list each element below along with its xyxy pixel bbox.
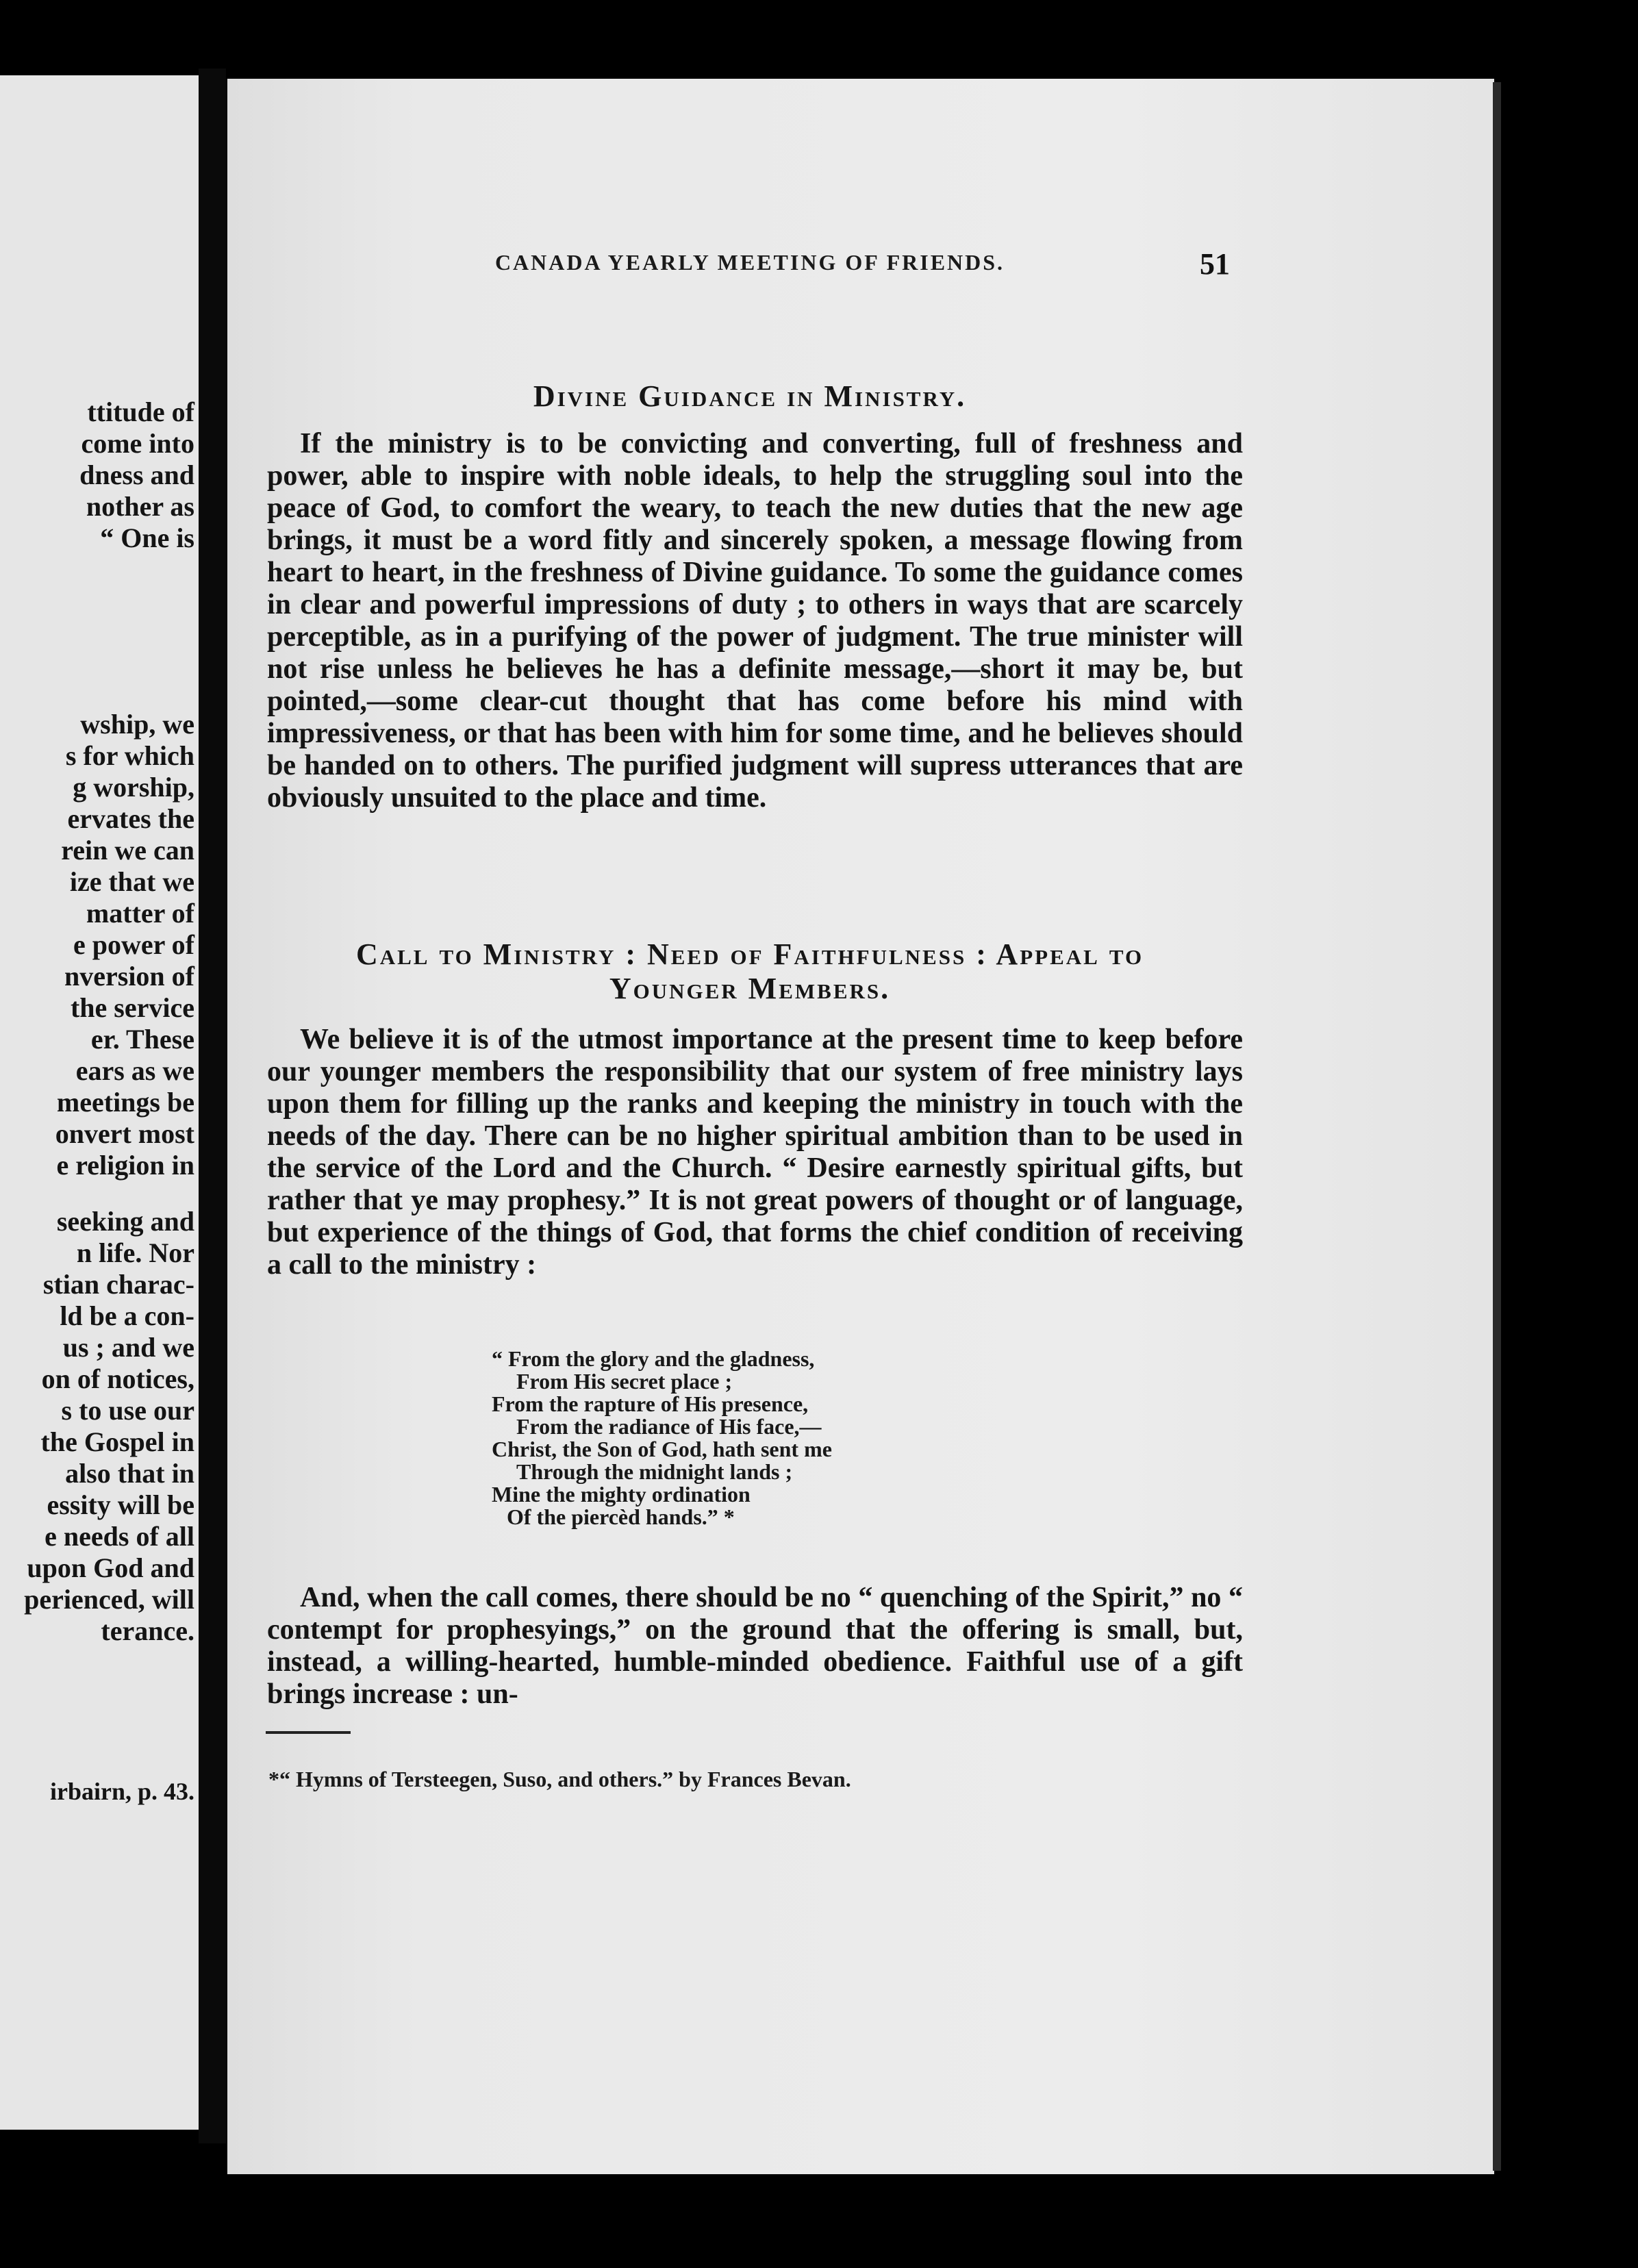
left-line: the Gospel in	[40, 1426, 194, 1457]
running-title: CANADA YEARLY MEETING OF FRIENDS.	[494, 250, 1005, 275]
poem-line: “ From the glory and the gladness,	[492, 1346, 815, 1371]
left-line: us ; and we	[62, 1332, 194, 1363]
left-line: on of notices,	[41, 1363, 194, 1394]
left-line: wship, we	[80, 709, 194, 740]
left-line: matter of	[86, 898, 194, 929]
left-line: onvert most	[55, 1118, 194, 1149]
left-line: n life. Nor	[76, 1237, 194, 1268]
left-line: the service	[70, 992, 194, 1023]
poem-line: Of the piercèd hands.” *	[507, 1504, 735, 1529]
left-line: come into	[81, 428, 194, 459]
left-line: terance.	[101, 1615, 194, 1646]
paragraph-quenching-spirit	[267, 1582, 1243, 1711]
left-line: s for which	[65, 740, 194, 771]
poem-line: Christ, the Son of God, hath sent me	[492, 1437, 832, 1461]
paragraph-divine-guidance	[267, 428, 1243, 814]
section-heading-divine-guidance: Divine Guidance in Ministry.	[533, 379, 967, 413]
poem-line: From the radiance of His face,—	[516, 1414, 822, 1439]
poem-line: Through the midnight lands ;	[516, 1459, 793, 1484]
paragraph-text: We believe it is of the utmost importance at the present time to keep before our younger members the responsibility that our system of free ministry lays upon them for filling up the ranks and keeping the ministry in touch with the needs of the day. There can be no higher spiritual ambition than to be used in the service of the Lord and the Church. “ Desire earnestly spiritual gifts, but rather that ye may prophesy.” It is not great powers of thought or of language, but experience of the things of God, that forms the chief condition of receiving a call to the ministry :	[267, 1024, 1243, 1281]
left-line: ld be a con-	[60, 1300, 194, 1331]
left-line: “ One is	[100, 522, 194, 553]
poem-line: Mine the mighty ordination	[492, 1482, 751, 1507]
left-line: e needs of all	[45, 1521, 194, 1552]
left-line: upon God and	[27, 1552, 194, 1583]
paragraph-call-to-ministry	[267, 1024, 1243, 1281]
left-line: meetings be	[56, 1087, 194, 1118]
left-line: rein we can	[61, 835, 194, 866]
left-line: perienced, will	[24, 1584, 194, 1615]
book-gutter	[199, 68, 226, 2143]
page-number: 51	[1200, 247, 1230, 281]
left-line: ttitude of	[87, 396, 194, 427]
hymn-quotation	[492, 1348, 1040, 1528]
left-line: irbairn, p. 43.	[49, 1778, 194, 1805]
left-line: essity will be	[47, 1489, 194, 1520]
facing-page-fragment	[0, 75, 199, 2130]
left-line: ervates the	[67, 803, 194, 834]
left-line: stian charac-	[42, 1269, 194, 1300]
left-line: nother as	[86, 491, 194, 522]
poem-line: From the rapture of His presence,	[492, 1391, 809, 1416]
left-line: er. These	[90, 1024, 194, 1055]
poem-line: From His secret place ;	[516, 1369, 733, 1394]
left-line: g worship,	[73, 772, 194, 803]
left-line: nversion of	[64, 961, 194, 992]
left-line: s to use our	[61, 1395, 194, 1426]
paragraph-text: If the ministry is to be convicting and converting, full of freshness and power, able to inspire with noble ideals, to help the struggling soul into the peace of God, to comfort the weary, to teach the new duties that the new age brings, it must be a word fitly and sincerely spoken, a message flowing from heart to heart, in the freshness of Divine guidance. To some the guidance comes in clear and powerful impressions of duty ; to others in ways that are scarcely perceptible, as in a purifying of the power of judgment. The true minister will not rise unless he believes he has a definite message,—short it may be, but pointed,—some clear-cut thought that has come before his mind with impressiveness, or that has been with him for some time, and he believes should be handed on to others. The purified judgment will supress utterances that are obviously unsuited to the place and time.	[267, 428, 1243, 814]
left-line: ize that we	[69, 866, 194, 897]
section-heading-call-line1: Call to Ministry : Need of Faithfulness : Appeal to	[355, 937, 1144, 971]
footnote-rule	[266, 1731, 351, 1734]
left-line: also that in	[65, 1458, 194, 1489]
left-line: dness and	[79, 459, 194, 490]
paragraph-text: And, when the call comes, there should be no “ quenching of the Spirit,” no “ contempt for prophesyings,” on the ground that the offering is small, but, instead, a willing-hearted, humble-minded obedience. Faithful use of a gift brings increase : un-	[267, 1582, 1243, 1710]
left-line: seeking and	[56, 1206, 194, 1237]
page-edge	[1493, 82, 1501, 2171]
left-line: ears as we	[75, 1055, 194, 1086]
left-line: e religion in	[56, 1150, 194, 1181]
left-line: e power of	[73, 929, 194, 960]
section-heading-call-line2: Younger Members.	[609, 972, 891, 1005]
footnote: *“ Hymns of Tersteegen, Suso, and others.” by Frances Bevan.	[268, 1767, 851, 1791]
